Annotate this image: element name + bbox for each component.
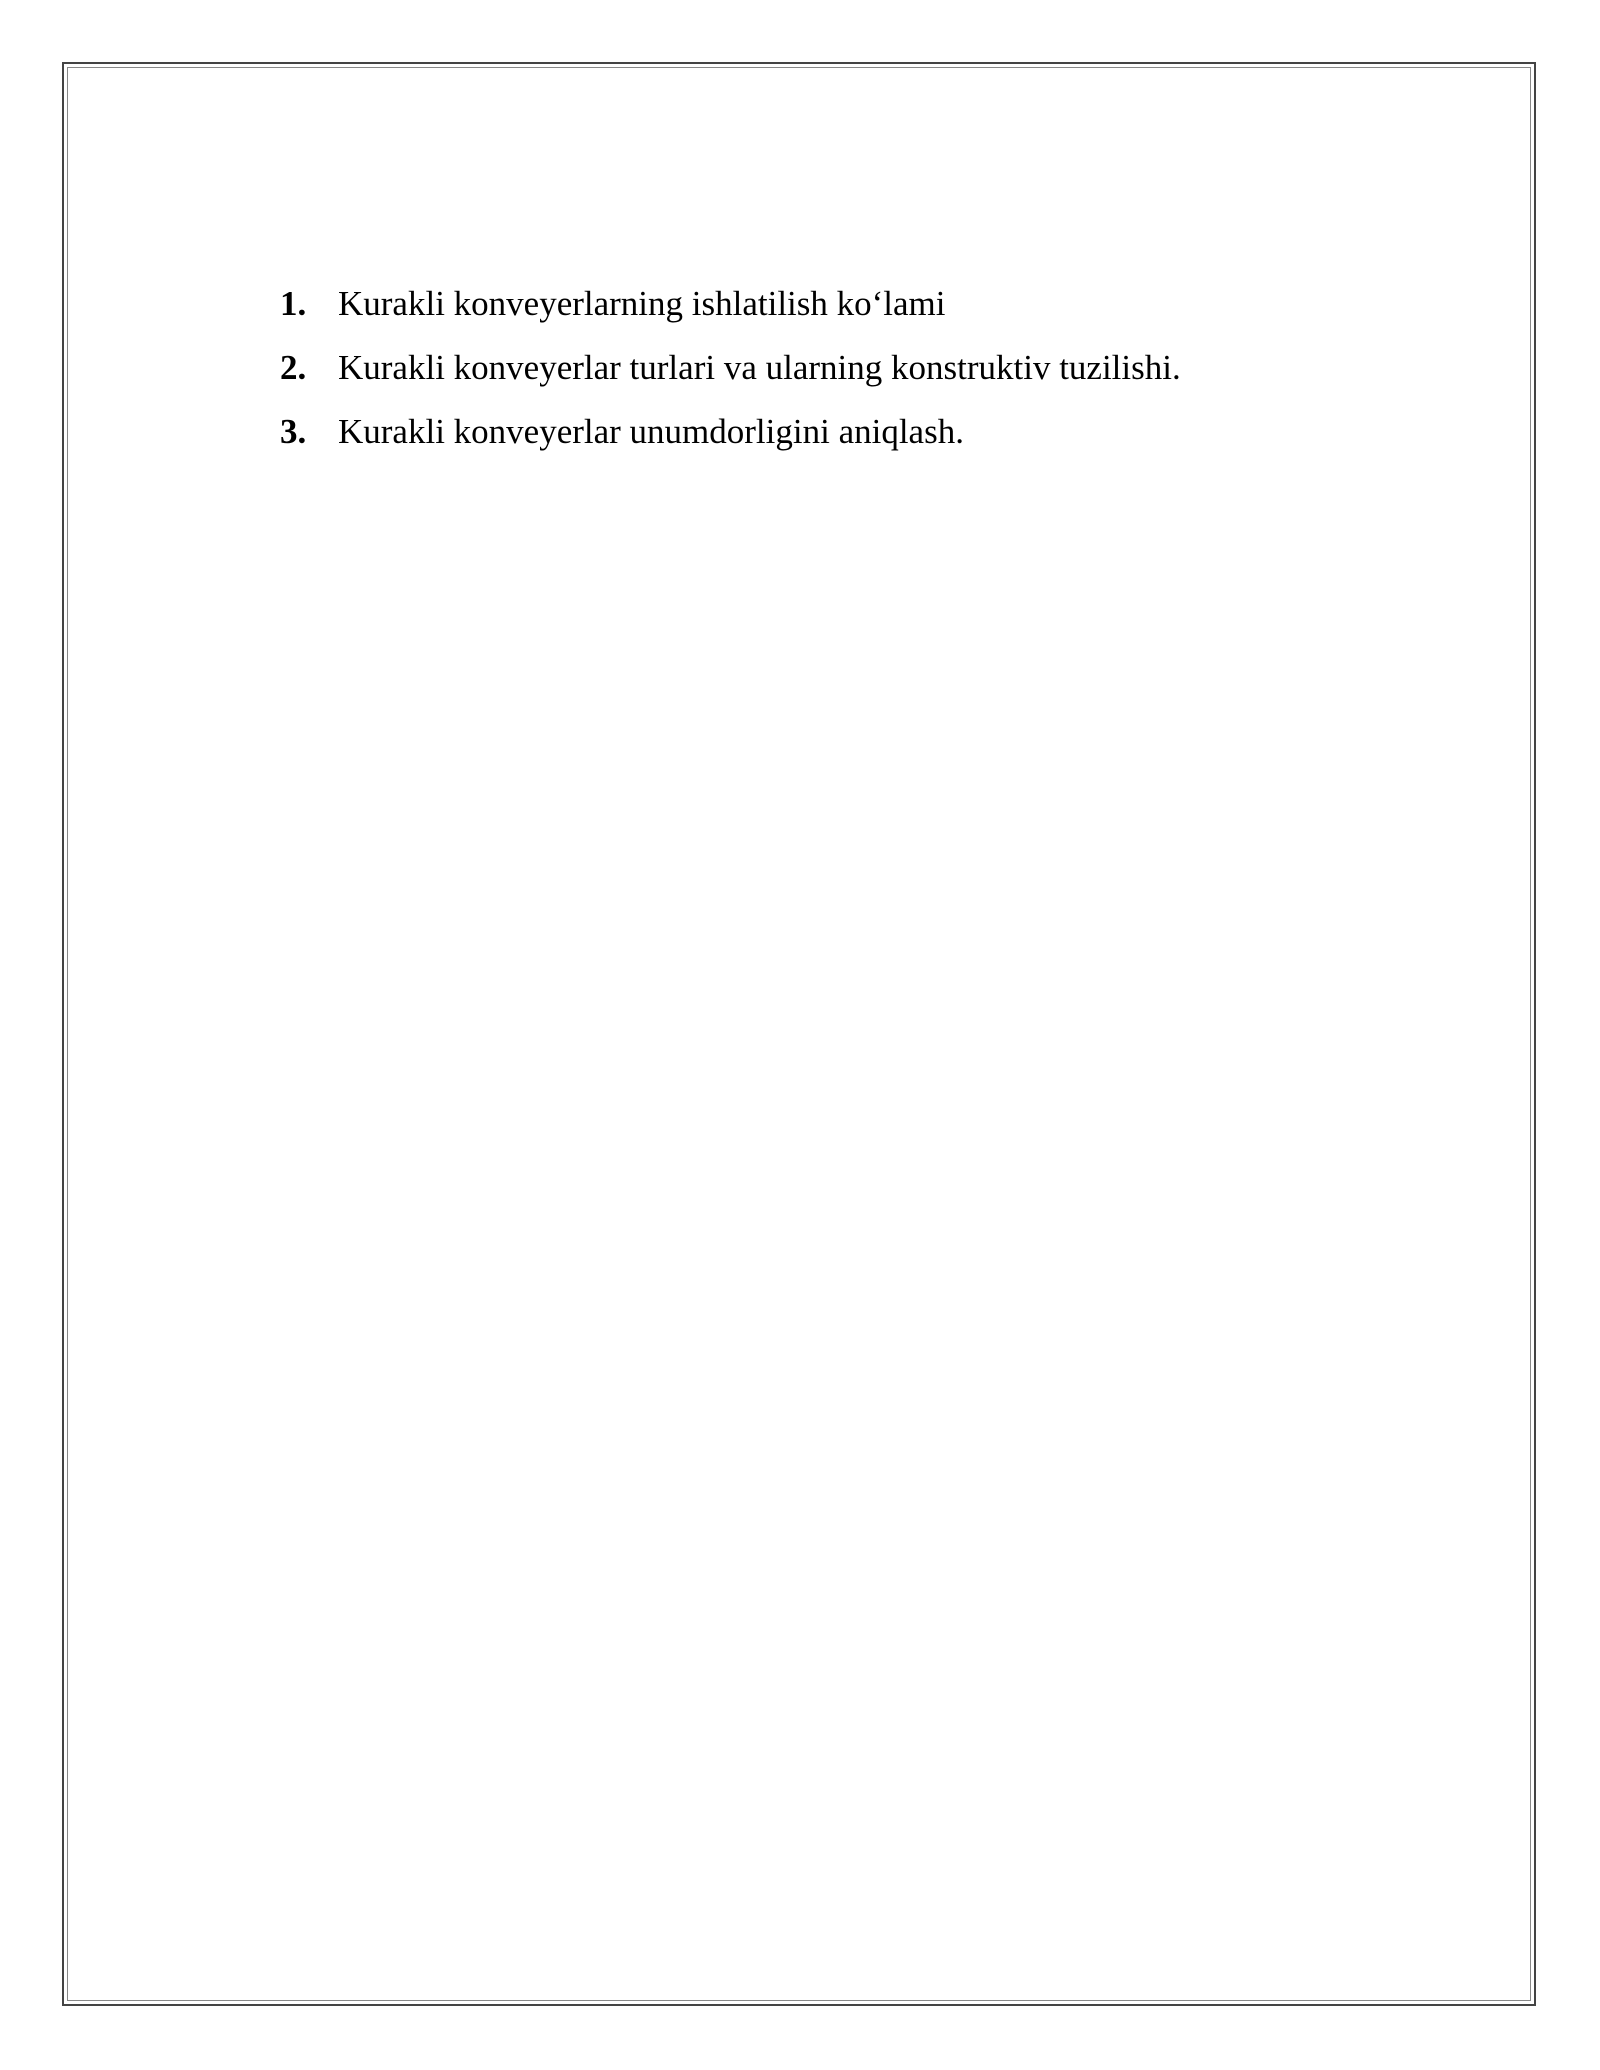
list-item: [280, 336, 1181, 400]
list-item-number: 3.: [280, 412, 307, 451]
list-item: [280, 272, 1181, 336]
list-item-number: 1.: [280, 284, 307, 323]
list-item-text: Kurakli konveyerlarning ishlatilish ko‘lami: [338, 284, 946, 323]
list-item-text: Kurakli konveyerlar unumdorligini aniqlash.: [338, 412, 964, 451]
list-item: [280, 400, 1181, 464]
topic-list: [280, 272, 1181, 464]
list-item-text: Kurakli konveyerlar turlari va ularning konstruktiv tuzilishi.: [338, 348, 1181, 387]
list-item-number: 2.: [280, 348, 307, 387]
